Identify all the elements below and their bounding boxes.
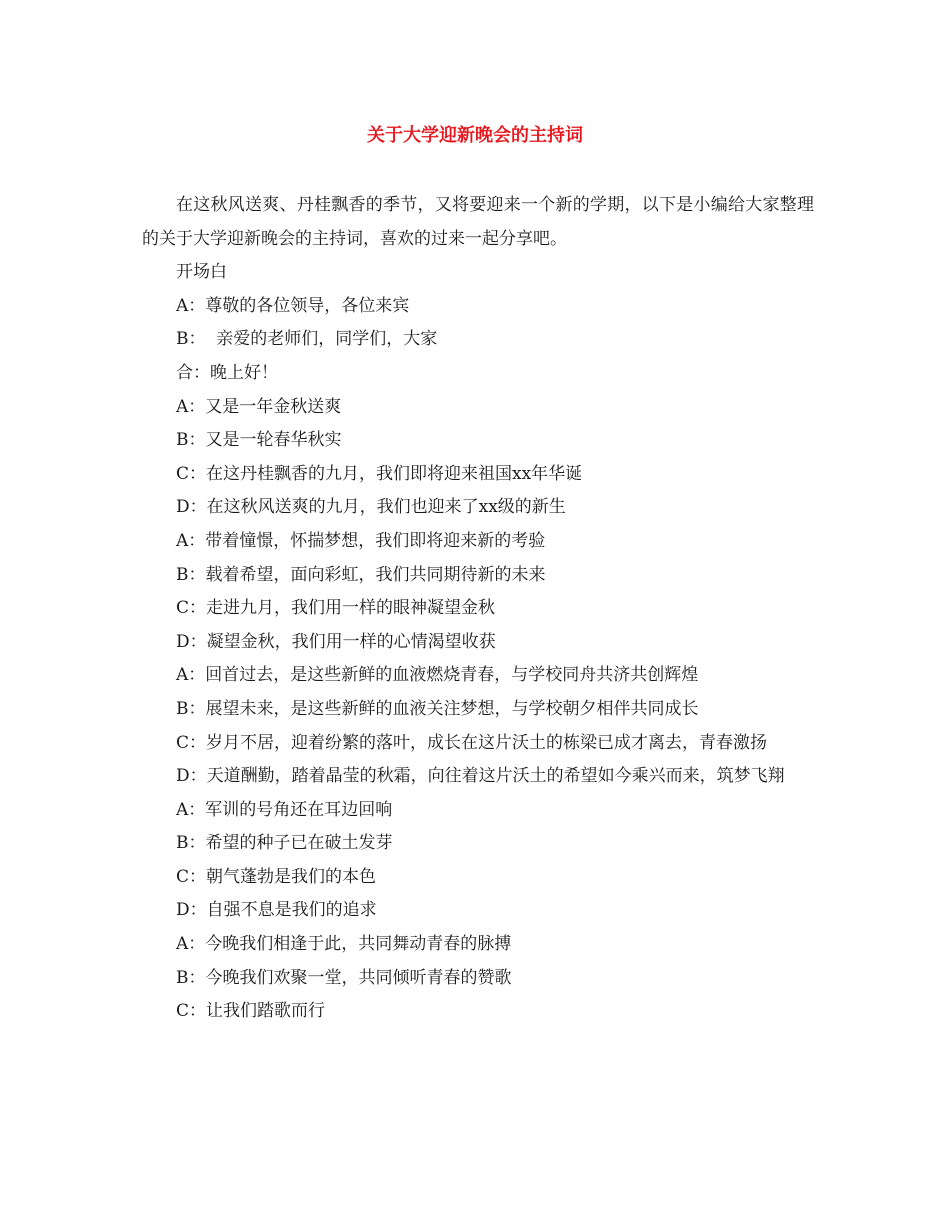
paragraph-line: B：又是一轮春华秋实 (176, 430, 342, 451)
paragraph-line: 合：晚上好！ (176, 362, 278, 383)
paragraph-line: D：在这秋风送爽的九月，我们也迎来了xx级的新生 (176, 497, 566, 518)
paragraph-line: A：又是一年金秋送爽 (176, 396, 342, 417)
paragraph-line: B：载着希望，面向彩虹，我们共同期待新的未来 (176, 564, 546, 585)
paragraph-line: D：自强不息是我们的追求 (176, 900, 377, 921)
paragraph-line: A：回首过去，是这些新鲜的血液燃烧青春，与学校同舟共济共创辉煌 (176, 665, 699, 686)
paragraph-line: A：尊敬的各位领导，各位来宾 (176, 295, 410, 316)
document-body (142, 189, 814, 1029)
paragraph-line: A：军训的号角还在耳边回响 (176, 799, 393, 820)
document-title: 关于大学迎新晚会的主持词 (367, 125, 583, 146)
paragraph-line: C：朝气蓬勃是我们的本色 (176, 866, 377, 887)
paragraph-line: C：走进九月，我们用一样的眼神凝望金秋 (176, 598, 496, 619)
paragraph-line: B：今晚我们欢聚一堂，共同倾听青春的赞歌 (176, 967, 512, 988)
paragraph-line: C：在这丹桂飘香的九月，我们即将迎来祖国xx年华诞 (176, 463, 583, 484)
paragraph-line: B： 亲爱的老师们，同学们，大家 (176, 329, 438, 350)
paragraph-line: D：凝望金秋，我们用一样的心情渴望收获 (176, 631, 496, 652)
paragraph-line: A：带着憧憬，怀揣梦想，我们即将迎来新的考验 (176, 530, 546, 551)
paragraph-line: D：天道酬勤，踏着晶莹的秋霜，向往着这片沃土的希望如今乘兴而来，筑梦飞翔 (176, 766, 785, 787)
paragraph-line: C：岁月不居，迎着纷繁的落叶，成长在这片沃土的栋梁已成才离去，青春激扬 (176, 732, 768, 753)
paragraph-line: C：让我们踏歌而行 (176, 1001, 326, 1022)
paragraph-line: B：展望未来，是这些新鲜的血液关注梦想，与学校朝夕相伴共同成长 (176, 698, 699, 719)
paragraph-intro: 在这秋风送爽、丹桂飘香的季节，又将要迎来一个新的学期，以下是小编给大家整理的关于大学迎新晚会的主持词，喜欢的过来一起分享吧。 (142, 195, 814, 249)
paragraph-section-heading: 开场白 (176, 262, 227, 283)
paragraph-line: A：今晚我们相逢于此，共同舞动青春的脉搏 (176, 934, 512, 955)
paragraph-line: B：希望的种子已在破土发芽 (176, 833, 393, 854)
